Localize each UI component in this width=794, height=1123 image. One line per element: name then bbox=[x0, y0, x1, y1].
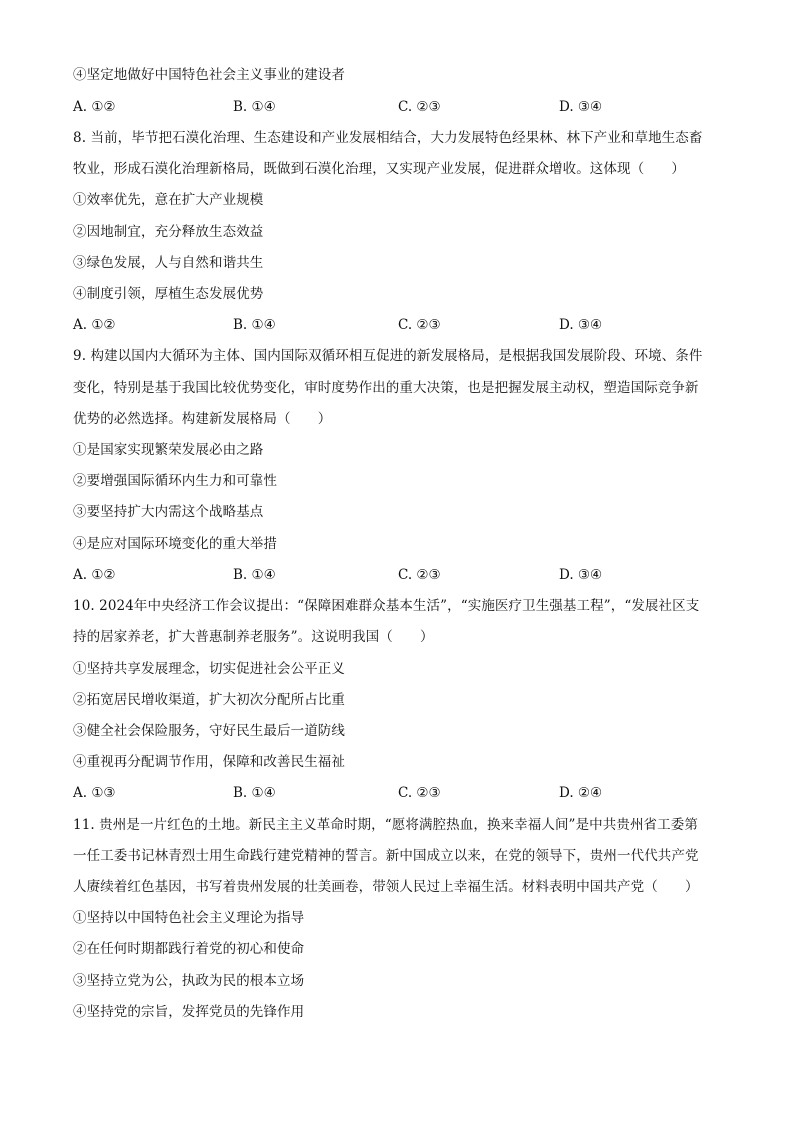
q8-option-c: C. ②③ bbox=[398, 317, 441, 333]
q9-option-b: B. ①④ bbox=[233, 567, 276, 583]
q8-statement-2: ②因地制宜，充分释放生态效益 bbox=[73, 224, 264, 240]
q8-stem-line-2: 牧业，形成石漠化治理新格局，既做到石漠化治理，又实现产业发展，促进群众增收。这体现（ ） bbox=[73, 161, 685, 177]
q10-option-c: C. ②③ bbox=[398, 785, 441, 801]
q10-statement-3: ③健全社会保险服务，守好民生最后一道防线 bbox=[73, 723, 345, 739]
q10-stem-line-1: 10. 2024年中央经济工作会议提出：“保障困难群众基本生活”，“实施医疗卫生强基工程”，“发展社区支 bbox=[73, 598, 700, 614]
q9-statement-2: ②要增强国际循环内生力和可靠性 bbox=[73, 473, 277, 489]
q7-statement-4: ④坚定地做好中国特色社会主义事业的建设者 bbox=[73, 67, 345, 83]
q8-option-d: D. ③④ bbox=[559, 317, 603, 333]
q8-statement-1: ①效率优先，意在扩大产业规模 bbox=[73, 192, 264, 208]
q11-statement-2: ②在任何时期都践行着党的初心和使命 bbox=[73, 941, 305, 957]
q10-option-a: A. ①③ bbox=[73, 785, 116, 801]
q9-statement-1: ①是国家实现繁荣发展必由之路 bbox=[73, 442, 264, 458]
q8-option-b: B. ①④ bbox=[233, 317, 276, 333]
q9-statement-4: ④是应对国际环境变化的重大举措 bbox=[73, 536, 277, 552]
q7-options bbox=[73, 97, 723, 117]
q10-statement-4: ④重视再分配调节作用，保障和改善民生福祉 bbox=[73, 754, 345, 770]
q11-stem-line-3: 人赓续着红色基因，书写着贵州发展的壮美画卷，带领人民过上幸福生活。材料表明中国共产党（ ） bbox=[73, 879, 699, 895]
q9-option-a: A. ①② bbox=[73, 567, 116, 583]
q9-options bbox=[73, 565, 723, 585]
q8-options bbox=[73, 315, 723, 335]
q8-option-a: A. ①② bbox=[73, 317, 116, 333]
q9-stem-line-3: 优势的必然选择。构建新发展格局（ ） bbox=[73, 411, 332, 427]
q11-statement-3: ③坚持立党为公，执政为民的根本立场 bbox=[73, 973, 305, 989]
q10-statement-2: ②拓宽居民增收渠道，扩大初次分配所占比重 bbox=[73, 692, 345, 708]
q10-option-b: B. ①④ bbox=[233, 785, 276, 801]
q10-options bbox=[73, 783, 723, 803]
q11-stem-line-2: 一任工委书记林青烈士用生命践行建党精神的誓言。新中国成立以来，在党的领导下，贵州一代代共产党 bbox=[73, 848, 699, 864]
q7-option-d: D. ③④ bbox=[559, 99, 603, 115]
q8-stem-line-1: 8. 当前，毕节把石漠化治理、生态建设和产业发展相结合，大力发展特色经果林、林下产业和草地生态畜 bbox=[73, 130, 703, 146]
q9-stem-line-2: 变化，特别是基于我国比较优势变化，审时度势作出的重大决策，也是把握发展主动权，塑造国际竞争新 bbox=[73, 380, 699, 396]
q10-stem-line-2: 持的居家养老，扩大普惠制养老服务”。这说明我国（ ） bbox=[73, 629, 434, 645]
q11-statement-4: ④坚持党的宗旨，发挥党员的先锋作用 bbox=[73, 1004, 305, 1020]
q9-option-d: D. ③④ bbox=[559, 567, 603, 583]
q7-option-c: C. ②③ bbox=[398, 99, 441, 115]
q9-statement-3: ③要坚持扩大内需这个战略基点 bbox=[73, 504, 264, 520]
q8-statement-3: ③绿色发展，人与自然和谐共生 bbox=[73, 255, 264, 271]
q9-option-c: C. ②③ bbox=[398, 567, 441, 583]
q10-option-d: D. ②④ bbox=[559, 785, 603, 801]
q8-statement-4: ④制度引领，厚植生态发展优势 bbox=[73, 286, 264, 302]
q11-statement-1: ①坚持以中国特色社会主义理论为指导 bbox=[73, 910, 305, 926]
q11-stem-line-1: 11. 贵州是一片红色的土地。新民主主义革命时期，“愿将满腔热血，换来幸福人间”是中共贵州省工委第 bbox=[73, 817, 698, 833]
q10-statement-1: ①坚持共享发展理念，切实促进社会公平正义 bbox=[73, 661, 345, 677]
q9-stem-line-1: 9. 构建以国内大循环为主体、国内国际双循环相互促进的新发展格局，是根据我国发展阶段、环境、条件 bbox=[73, 348, 703, 364]
q7-option-a: A. ①② bbox=[73, 99, 116, 115]
q7-option-b: B. ①④ bbox=[233, 99, 276, 115]
